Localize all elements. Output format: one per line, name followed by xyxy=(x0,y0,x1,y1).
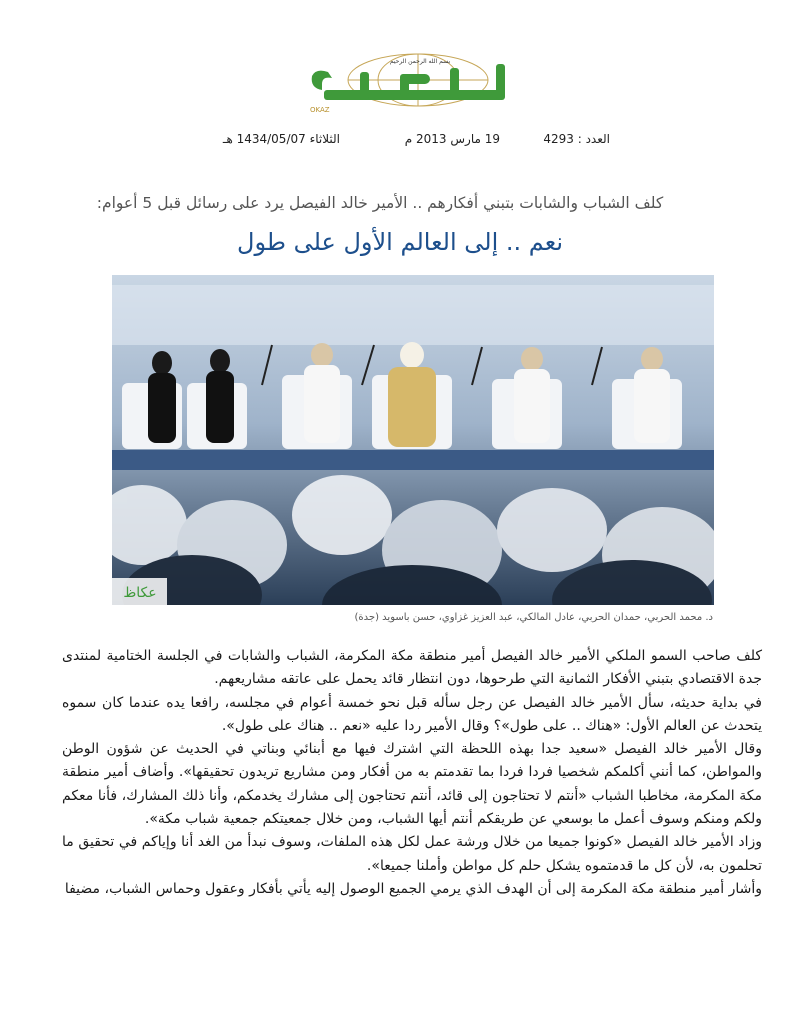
article-paragraph: وقال الأمير خالد الفيصل «سعيد جدا بهذه اللحظة التي اشترك فيها مع أبنائي وبناتي في الحديث عن شؤون الوطن والمواطن، كما أنني أكلمكم شخصيا فردا فردا بما تقدمتم به من أفكار ومن مشاريع تريدون تحقيقها». وأضاف أمير منطقة مكة المكرمة، مخاطبا الشباب «أنتم لا تحتاجون إلى قائد، أنتم تحتاجون إلى مشارك يخدمكم، وأنا ذلك المشارك، فأنا معكم ولكم ومنكم وسوف أعمل ما بوسعي عن طريقكم أنتم أيها الشباب، ومن خلال جمعيتكم جمعية شباب مكة». xyxy=(62,741,762,828)
article-paragraph: وأشار أمير منطقة مكة المكرمة إلى أن الهدف الذي يرمي الجميع الوصول إليه يأتي بأفكار وعقول وحماس الشباب، مضيفا xyxy=(64,880,762,897)
issue-number: العدد : 4293 xyxy=(543,132,610,146)
okaz-logo xyxy=(300,50,512,118)
article-kicker: كلف الشباب والشابات بتبني أفكارهم .. الأمير خالد الفيصل يرد على رسائل قبل 5 أعوام: xyxy=(96,194,664,212)
article-headline: نعم .. إلى العالم الأول على طول xyxy=(237,228,563,256)
logo-tagline: بسم الله الرحمن الرحيم xyxy=(389,58,451,65)
issue-date-line xyxy=(150,132,610,152)
photo-watermark: عكاظ xyxy=(123,585,157,601)
gregorian-date: 19 مارس 2013 م xyxy=(404,132,500,146)
hijri-date: الثلاثاء 1434/05/07 هـ xyxy=(222,132,340,146)
article-paragraph: كلف صاحب السمو الملكي الأمير خالد الفيصل أمير منطقة مكة المكرمة، الشباب والشابات في الجلسة الختامية لمنتدى جدة الاقتصادي بتبني الأفكار الثمانية التي طرحوها، دون انتظار قائد يحمل على عاتقه مشاريعهم. xyxy=(62,648,762,688)
photo-caption: د. محمد الحربي، حمدان الحربي، عادل المالكي، عبد العزيز غزاوي، حسن باسويد (جدة) xyxy=(354,612,713,623)
article-photo xyxy=(112,275,714,605)
article-paragraph: في بداية حديثه، سأل الأمير خالد الفيصل عن رجل سأله قبل نحو خمسة أعوام في مجلسه، رافعا يده عندما كان سموه يتحدث عن العالم الأول: «هناك .. على طول»؟ وقال الأمير ردا عليه «نعم .. هناك على طول». xyxy=(62,694,762,734)
article-paragraph: وزاد الأمير خالد الفيصل «كونوا جميعا من خلال ورشة عمل لكل هذه الملفات، وسوف نبدأ من الغد أنا وإياكم في تحقيق ما تحلمون به، لأن كل ما قدمتموه يشكل حلم كل مواطن وأملنا جميعا». xyxy=(62,834,762,874)
article-body xyxy=(62,645,762,965)
logo-latin: OKAZ xyxy=(310,106,330,114)
